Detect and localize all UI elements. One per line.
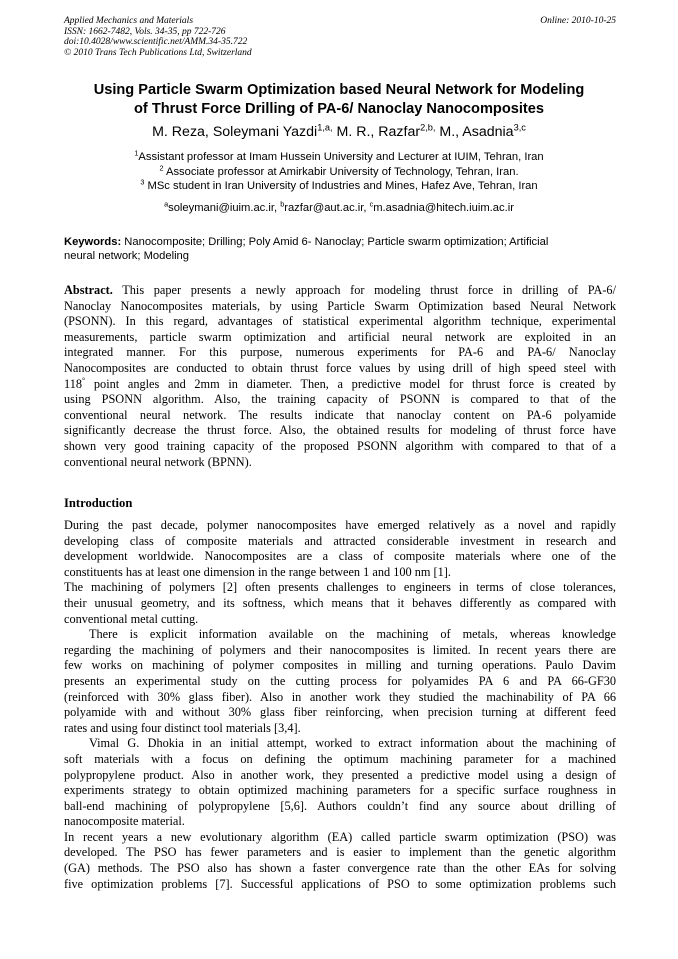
abstract-line-text: point angles and 2mm in diameter. Then, a predictive model for thrust force is created by — [85, 376, 616, 391]
keywords-text: Nanocomposite; Drilling; Poly Amid 6- Nanoclay; Particle swarm optimization; Artificial — [121, 236, 549, 248]
author-3: M., Asadnia — [435, 124, 514, 140]
email-b: razfar@aut.ac.ir, — [284, 202, 370, 214]
author-2: M. R., Razfar — [332, 124, 421, 140]
keywords-text-2: neural network; Modeling — [64, 250, 189, 262]
abstract-line: (PSONN). In this regard, advantages of statistical experimental algorithm technique, experimental — [64, 314, 616, 329]
affiliation-1-num: 1 — [134, 148, 139, 158]
abstract-line: measurements, particle swarm optimization and artificial neural network are exploited in an — [64, 329, 616, 344]
intro-line: soft materials with a focus on defining the optimum machining parameter for a machined — [64, 751, 616, 766]
intro-line: conventional metal cutting. — [64, 611, 199, 626]
affiliation-2-num: 2 — [159, 162, 164, 172]
email-a-sup: a — [164, 199, 169, 209]
intro-line: rates and using four distinct tool materials [3,4]. — [64, 720, 301, 735]
journal-header — [64, 16, 616, 58]
author-1-sup: 1,a, — [317, 122, 333, 133]
journal-issn: ISSN: 1662-7482, Vols. 34-35, pp 722-726 — [64, 26, 226, 37]
intro-line: ball-end machining of polypropylene [5,6]. Authors couldn’t find any source about drilling of — [64, 798, 616, 813]
author-2-sup: 2,b, — [420, 122, 436, 133]
online-date: Online: 2010-10-25 — [540, 16, 616, 26]
journal-name: Applied Mechanics and Materials — [64, 16, 194, 26]
abstract-line: Nanoclay Nanocomposites materials, by using Particle Swarm Optimization based Neural Network — [64, 298, 616, 313]
intro-line: There is explicit information available on the machining of metals, whereas knowledge — [89, 627, 616, 642]
affiliations — [50, 150, 628, 194]
affiliation-3 — [50, 179, 628, 194]
introduction-body — [64, 518, 616, 892]
angle-value: 118 — [64, 376, 82, 391]
intro-line: Vimal G. Dhokia in an initial attempt, worked to extract information about the machining of — [89, 736, 616, 751]
affiliation-2 — [50, 162, 628, 180]
degree-sign: ° — [82, 375, 86, 385]
author-1: M. Reza, Soleymani Yazdi — [152, 124, 318, 140]
intro-line: development worldwide. Nanocomposites are a class of composite materials where one of the — [64, 549, 616, 564]
intro-line: (reinforced with 30% glass fiber). Also in another work they studied the machinability of PA 66 — [64, 689, 616, 704]
abstract-line: significantly decrease the thrust force. Also, the obtained results for modeling of thrust force have — [64, 423, 616, 438]
abstract-line — [64, 377, 616, 393]
affiliation-1-text: Assistant professor at Imam Hussein University and Lecturer at IUIM, Tehran, Iran — [138, 151, 544, 163]
abstract — [64, 283, 616, 470]
affiliation-3-num: 3 — [140, 177, 145, 187]
email-b-sup: b — [280, 199, 285, 209]
keywords-label: Keywords: — [64, 236, 122, 248]
author-emails — [50, 201, 628, 215]
intro-line: developed. The PSO has fewer parameters and is easier to implement than the genetic algorithm — [64, 845, 616, 860]
intro-line: nanocomposite material. — [64, 814, 185, 829]
title-line-2: of Thrust Force Drilling of PA-6/ Nanoclay Nanocomposites — [133, 100, 545, 117]
intro-line: experiments strategy to obtain optimized machining parameters for a specific surface roughness in — [64, 783, 616, 798]
intro-line: five optimization problems [7]. Successful applications of PSO to some optimization problems such — [64, 876, 616, 891]
abstract-line — [64, 283, 616, 299]
intro-line: (GA) methods. The PSO also has shown a faster convergence rate than the other EAs for solving — [64, 861, 616, 876]
intro-line: their unusual geometry, and its softness, which means that it behaves differently as compared with — [64, 595, 616, 610]
intro-line: few works on machining of polymer composites in milling and turning operations. Paulo Davim — [64, 658, 616, 673]
intro-line: polypropylene product. Also in another work, they presented a predictive model using a design of — [64, 767, 616, 782]
paper-title — [50, 81, 628, 118]
intro-line: During the past decade, polymer nanocomposites have emerged relatively as a novel and rapidly — [64, 518, 616, 532]
intro-line: regarding the machining of polymers and their nanocomposites is limited. In recent years there are — [64, 642, 616, 657]
intro-line: developing class of composite materials and attracted considerable investment in research and — [64, 533, 616, 548]
affiliation-3-text: MSc student in Iran University of Industries and Mines, Hafez Ave, Tehran, Iran — [147, 180, 538, 193]
intro-line: The machining of polymers [2] often presents challenges to engineers in terms of close tolerances, — [64, 580, 616, 595]
intro-line: In recent years a new evolutionary algorithm (EA) called particle swarm optimization (PSO) was — [64, 829, 616, 844]
author-list — [50, 123, 628, 141]
intro-line: constituents has at least one dimension in the range between 1 and 100 nm [1]. — [64, 564, 451, 579]
email-c-sup: c — [369, 199, 374, 209]
abstract-line: conventional neural network. The results indicate that nanoclay content on PA-6 polyamide — [64, 407, 616, 422]
abstract-line: conventional neural network (BPNN). — [64, 454, 252, 469]
abstract-line: shown very good training capacity of the proposed PSONN algorithm with compared to that of a — [64, 438, 616, 453]
intro-line: presents an experimental study on the cutting process for polyamides PA 6 and PA 66-GF30 — [64, 673, 616, 688]
abstract-label: Abstract. — [64, 283, 113, 297]
journal-copyright: © 2010 Trans Tech Publications Ltd, Switzerland — [64, 47, 252, 58]
abstract-line: using PSONN algorithm. Also, the training capacity of PSONN is compared to that of the — [64, 392, 616, 407]
title-line-1: Using Particle Swarm Optimization based Neural Network for Modeling — [93, 82, 585, 98]
journal-doi: doi:10.4028/www.scientific.net/AMM.34-35.722 — [64, 37, 248, 48]
keywords — [64, 235, 616, 263]
abstract-line: integrated manner. For this purpose, numerous experiments for PA-6 and PA-6/ Nanoclay — [64, 345, 616, 360]
abstract-line: Nanocomposites are conducted to obtain thrust force values by using drill of high speed steel with — [64, 360, 616, 375]
intro-line: polyamide with and without 30% glass fiber reinforcing, when precision turning at different feed — [64, 705, 616, 720]
abstract-line-text: This paper presents a newly approach for modeling thrust force in drilling of PA-6/ — [112, 283, 616, 297]
affiliation-2-text: Associate professor at Amirkabir University of Technology, Tehran, Iran. — [165, 165, 519, 178]
section-heading-introduction: Introduction — [64, 496, 133, 510]
email-c: m.asadnia@hitech.iuim.ac.ir — [373, 202, 514, 214]
author-3-sup: 3,c — [513, 122, 526, 133]
email-a: soleymani@iuim.ac.ir, — [168, 202, 281, 214]
affiliation-1 — [50, 150, 628, 165]
